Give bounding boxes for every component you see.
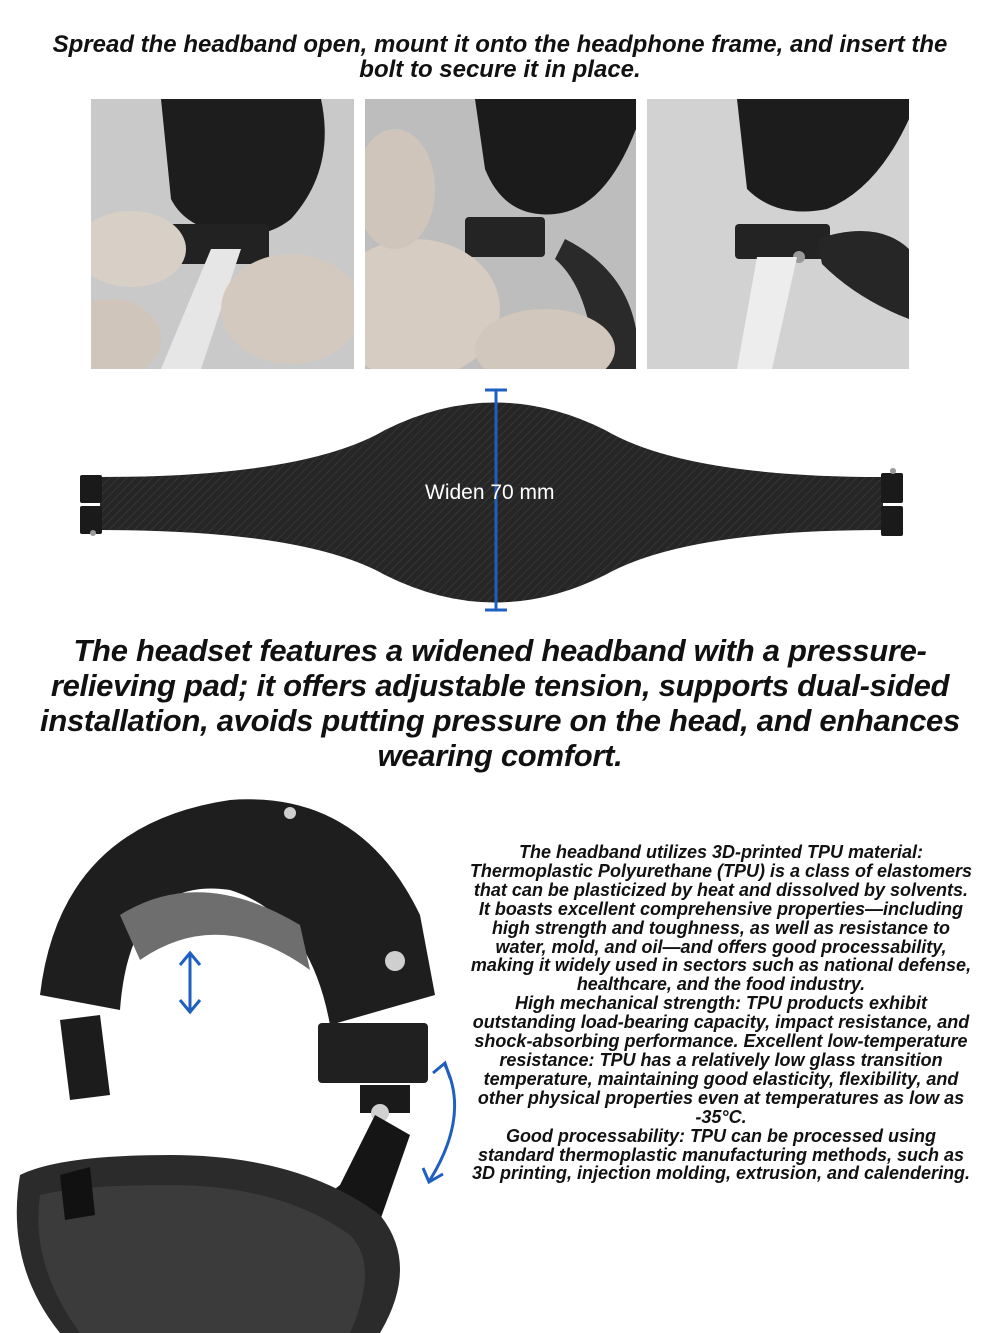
install-step-1-photo: [91, 99, 354, 369]
feature-description: The headset features a widened headband with a pressure-relieving pad; it offers adjustable tension, supports dual-sided installation, avoids putting pressure on the head, and enhances wearing comfort.: [40, 633, 960, 773]
material-process-paragraph: Good processability: TPU can be processed using standard thermoplastic manufacturing methods, such as 3D printing, injection molding, extrusion, and calendering.: [471, 1125, 971, 1184]
install-step-3-photo: [647, 99, 909, 369]
material-intro: The headband utilizes 3D-printed TPU material:: [518, 842, 924, 862]
material-strength-paragraph: High mechanical strength: TPU products exhibit outstanding load-bearing capacity, impact resistance, and shock-absorbing performance. Excellent low-temperature resistance: TPU has a relatively low glass transition temperature, maintaining good elasticity, flexibility, and other physical properties even at temperatures as low as -35°C.: [472, 993, 970, 1127]
material-tpu-paragraph: Thermoplastic Polyurethane (TPU) is a class of elastomers that can be plasticized by heat and dissolved by solvents. It boasts excellent comprehensive properties—including high strength and toughness, as well as resistance to water, mold, and oil—and offers good processability, making it widely used in sectors such as national defense, healthcare, and the food industry.: [469, 860, 973, 995]
tpu-material-description: [468, 843, 974, 1183]
installation-photo-row: [91, 99, 909, 369]
right-clip: [881, 473, 903, 503]
headset-photo: [0, 795, 470, 1333]
headband-slider: [318, 1023, 428, 1083]
install-instruction-headline: Spread the headband open, mount it onto the headphone frame, and insert the bolt to secure it in place.: [52, 31, 948, 83]
widened-headband-figure: [75, 385, 910, 615]
install-step-2-photo: [365, 99, 636, 369]
widen-dimension-label: Widen 70 mm: [425, 481, 555, 504]
left-clip: [80, 475, 102, 503]
